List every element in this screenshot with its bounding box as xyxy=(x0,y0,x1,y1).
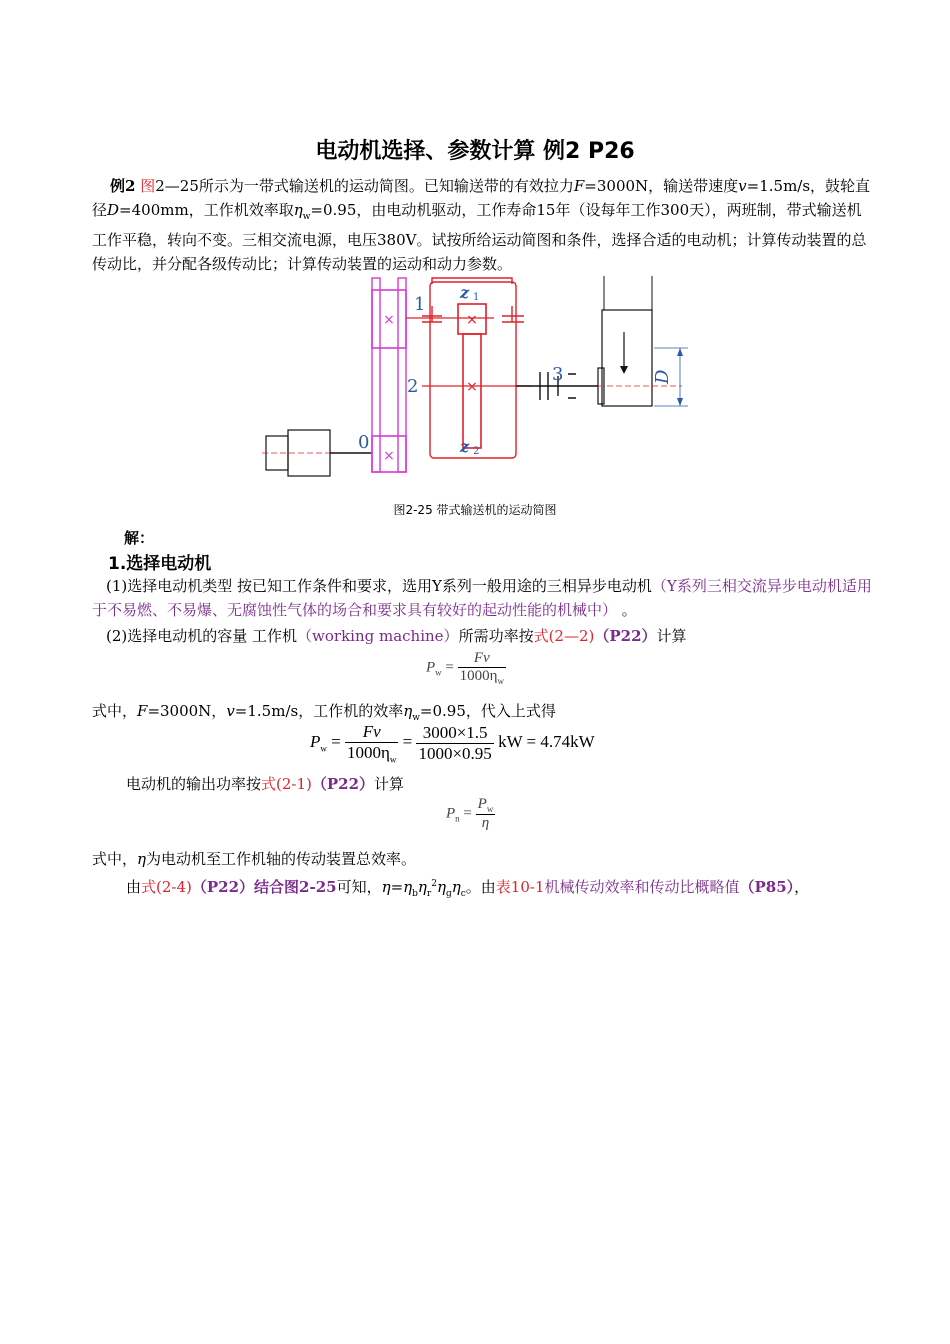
p4-d: 计算 xyxy=(374,775,405,793)
eq2-equals-1: = xyxy=(331,732,341,752)
p6-sub-b: b xyxy=(412,889,418,899)
arrow-head-icon xyxy=(620,366,628,374)
p2-page-ref: （P22） xyxy=(594,627,657,645)
intro-text1: 2—25所示为一带式输送机的运动简图。已知输送带的有效拉力 xyxy=(155,177,574,195)
eq3-lhs-sub: n xyxy=(455,813,460,824)
diameter-symbol: D xyxy=(107,200,120,219)
intro-text2: =3000N，输送带速度 xyxy=(584,177,739,195)
p2-text: (2)选择电动机的容量 工作机 xyxy=(106,627,298,645)
p6-eta-c: η xyxy=(451,878,461,896)
speed-symbol: v xyxy=(738,177,747,195)
label-1: 1 xyxy=(414,294,426,315)
eq2-fraction-1 xyxy=(345,722,398,764)
p3-v: v xyxy=(226,702,235,720)
eq2-num2: 3000×1.5 xyxy=(416,723,493,744)
p6-table-ref: 表10-1 xyxy=(495,878,545,896)
eq3-numerator xyxy=(476,796,496,815)
conveyor-kinematic-diagram xyxy=(262,276,692,488)
p6-a: 由 xyxy=(126,878,142,896)
p6-table-title: 机械传动效率和传动比概略值 xyxy=(544,878,740,896)
eq2-den1-text: 1000η xyxy=(346,743,390,762)
small-pulley-cross-icon: × xyxy=(383,448,395,464)
p1-text: (1)选择电动机类型 按已知工作条件和要求，选用Y系列一般用途的三相异步电动机 xyxy=(106,577,652,595)
p3-eta: η xyxy=(403,702,413,720)
eq1-lhs-sub: w xyxy=(435,667,442,678)
gear-cross-icon: × xyxy=(466,379,478,395)
drum xyxy=(602,310,652,406)
large-pulley-cross-icon: × xyxy=(383,312,395,328)
pinion-cross-icon: × xyxy=(466,312,478,328)
belt-right xyxy=(398,278,406,472)
eq1-den-text: 1000η xyxy=(459,668,498,684)
p4-page-ref: （P22） xyxy=(311,775,375,793)
label-z2-sub: 2 xyxy=(473,446,480,457)
p3-b: =3000N， xyxy=(147,702,227,720)
p2-f: 计算 xyxy=(656,627,687,645)
eta-subscript: w xyxy=(302,211,311,222)
eq3-num-text: P xyxy=(477,796,487,812)
p3-d: =0.95，代入上式得 xyxy=(419,702,556,720)
eq2-result: kW = 4.74kW xyxy=(498,732,595,752)
eq1-den-sub: w xyxy=(497,676,504,686)
p5-a: 式中， xyxy=(92,850,138,868)
p4-a: 电动机的输出功率按 xyxy=(126,775,262,793)
label-0: 0 xyxy=(358,432,370,453)
eq2-den1 xyxy=(345,743,398,764)
eq2-fraction-2 xyxy=(416,723,493,764)
paragraph-motor-type xyxy=(92,575,872,622)
paragraph-total-efficiency xyxy=(92,848,872,872)
p6-eta-r: η xyxy=(417,878,427,896)
eq1-numerator: Fv xyxy=(458,650,506,668)
equation-pw-value xyxy=(310,722,595,764)
p6-sub-c: c xyxy=(460,889,466,899)
p2-formula-ref: 式(2—2) xyxy=(533,627,595,645)
eq3-equals: = xyxy=(463,805,472,822)
eq1-denominator xyxy=(458,668,506,686)
paragraph-output-power xyxy=(126,773,906,797)
figure-ref: 图 xyxy=(140,177,156,195)
p4-formula-ref: 式(2-1) xyxy=(261,775,312,793)
eq1-fraction xyxy=(458,650,506,686)
p5-eta: η xyxy=(137,850,147,868)
intro-text5: =0.95，由电动机驱动，工作寿命15年（设每年工作300天），两班制，带式输送机工作平稳，转向不变。三相交流电源，电压380V。试按所给运动简图和条件，选择合适的电动机；计算传动装置的总传动比，并分配各级传动比；计算传动装置的运动和动力参数。 xyxy=(92,200,867,273)
page-title: 电动机选择、参数计算 例2 P26 xyxy=(315,139,635,164)
section-heading: 1.选择电动机 xyxy=(108,554,212,574)
p6-formula-ref: 式(2-4) xyxy=(141,878,192,896)
p6-g: 。由 xyxy=(465,878,496,896)
eq3-fraction xyxy=(476,796,496,832)
p2-c: 所需功率按 xyxy=(458,627,534,645)
p6-sub-r: r xyxy=(426,889,432,899)
intro-paragraph xyxy=(92,175,872,276)
intro-text3: =1.5m/s，鼓轮直径 xyxy=(92,177,871,219)
eq3-num-sub: w xyxy=(486,804,494,814)
eq1-equals: = xyxy=(445,659,454,676)
p1-note: （Y系列三相交流异步电动机适用于不易燃、不易爆、无腐蚀性气体的场合和要求具有较好的起动性能的机械中） xyxy=(92,577,872,619)
equation-pn xyxy=(446,796,495,832)
p3-eta-sub: w xyxy=(412,713,420,723)
p6-k: ， xyxy=(794,878,810,896)
gearbox-housing xyxy=(430,282,516,458)
label-diameter: D xyxy=(652,369,673,384)
eta-symbol: η xyxy=(293,200,303,219)
p6-page-ref-2: （P85） xyxy=(739,878,795,896)
solution-label: 解： xyxy=(124,529,155,547)
eq1-lhs: P xyxy=(426,659,436,676)
p3-a: 式中， xyxy=(92,702,138,720)
p6-eta-g: η xyxy=(436,878,446,896)
p5-b: 为电动机至工作机轴的传动装置总效率。 xyxy=(146,850,417,868)
eq2-equals-2: = xyxy=(402,732,413,752)
eq2-num1: Fv xyxy=(345,722,398,743)
p6-sup: 2 xyxy=(431,879,437,889)
label-2: 2 xyxy=(407,376,419,397)
label-3: 3 xyxy=(552,364,564,385)
label-z1: z xyxy=(460,283,470,302)
eq2-den1-sub: w xyxy=(389,754,397,765)
p6-sub-g: g xyxy=(445,889,452,899)
equation-pw xyxy=(426,650,506,686)
paragraph-motor-capacity xyxy=(92,625,872,649)
belt-left xyxy=(372,278,380,472)
label-z2: z xyxy=(460,437,470,456)
p2-english: （working machine） xyxy=(297,627,459,645)
p1-end: 。 xyxy=(617,600,637,619)
p6-page-ref: （P22） xyxy=(191,878,255,896)
figure-caption: 图2-25 带式输送机的运动简图 xyxy=(393,503,557,517)
eq2-lhs: P xyxy=(310,732,321,752)
p6-formula: η=η xyxy=(381,878,413,896)
intro-text4: =400mm，工作机效率取 xyxy=(119,200,294,219)
paragraph-efficiency-formula xyxy=(126,873,886,907)
p6-figure-ref: 结合图2-25 xyxy=(254,878,337,896)
label-z1-sub: 1 xyxy=(473,292,480,303)
p6-e: 可知， xyxy=(336,878,382,896)
eq3-denominator: η xyxy=(481,815,490,831)
force-symbol: F xyxy=(573,177,585,195)
p3-F: F xyxy=(137,702,148,720)
example-label: 例2 xyxy=(110,177,136,195)
p3-c: =1.5m/s，工作机的效率 xyxy=(234,702,404,720)
eq2-den2: 1000×0.95 xyxy=(418,743,492,763)
eq2-lhs-sub: w xyxy=(320,743,327,754)
eq3-lhs: P xyxy=(446,805,456,822)
